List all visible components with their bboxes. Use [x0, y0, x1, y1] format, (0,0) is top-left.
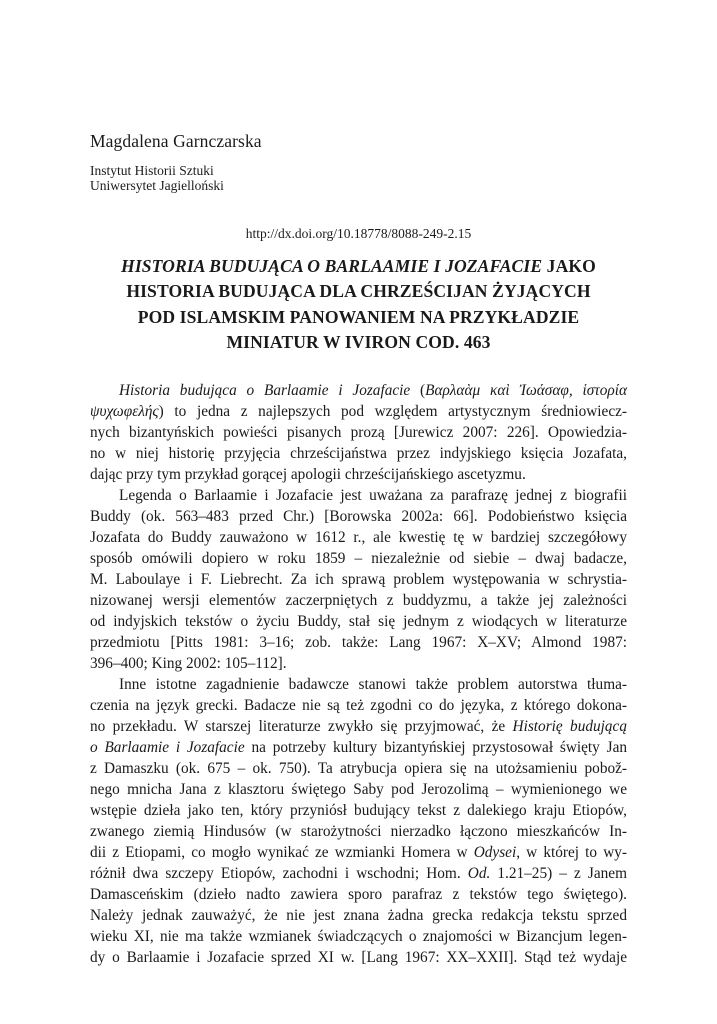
text-run: (	[410, 382, 426, 399]
text-line	[90, 947, 627, 968]
text-run: dy o Barlaamie i Jozafacie sprzed XI w. [Lang 1967: XX–XXII]. Stąd też wydaje	[90, 949, 627, 966]
author-name: Magdalena Garnczarska	[90, 131, 262, 151]
text-line	[90, 485, 627, 506]
text-run: , w której to wy-	[516, 844, 627, 861]
body-paragraph	[90, 674, 627, 968]
text-line	[90, 842, 627, 863]
text-line	[90, 926, 627, 947]
text-run: sposób omówili dopiero w roku 1859 – niezależnie od siebie – dwaj badacze,	[90, 550, 627, 567]
text-run: z Damaszku (ok. 675 – ok. 750). Ta atrybucja opiera się na utożsamieniu pobož-	[90, 760, 627, 777]
title-italic-part: HISTORIA BUDUJĄCA O BARLAAMIE I JOZAFACIE	[121, 256, 543, 276]
text-line	[90, 653, 627, 674]
text-line	[90, 590, 627, 611]
title-line-4: MINIATUR W IVIRON COD. 463	[226, 331, 491, 352]
text-run: na potrzeby kultury bizantyńskiej przystosował święty Jan	[244, 739, 628, 756]
text-line	[90, 758, 627, 779]
text-run: wieku XI, nie ma także wzmianek świadczących o znajomości w Bizancjum legen-	[90, 928, 627, 945]
text-line	[90, 632, 627, 653]
italic-text: Βαρλαὰμ καὶ Ἰωάσαφ, ἱστορία	[425, 382, 628, 399]
text-run: 1.21–25) – z Janem	[490, 865, 627, 882]
text-run: zwanego ziemią Hindusów (w starożytności nierzadko łączono mieszkańców In-	[90, 823, 627, 840]
title-line-3: POD ISLAMSKIM PANOWANIEM NA PRZYKŁADZIE	[137, 306, 580, 327]
text-run: no w niej historię przyjęcia chrześcijaństwa przez indyjskiego księcia Jozafata,	[90, 445, 627, 462]
text-line	[90, 884, 627, 905]
text-run: Należy jednak zauważyć, że nie jest znana żadna grecka redakcja tekstu sprzed	[90, 907, 627, 924]
text-line	[90, 905, 627, 926]
text-line	[90, 401, 627, 422]
italic-text: ψυχωφελής	[90, 403, 159, 420]
title-line-1	[90, 254, 627, 279]
text-line	[90, 674, 627, 695]
text-run: różnił dwa szczepy Etiopów, zachodni i wschodni; Hom.	[90, 865, 468, 882]
italic-text: Od.	[467, 865, 491, 882]
text-line	[90, 800, 627, 821]
title-line-1-rest: JAKO	[542, 256, 596, 276]
text-run: od indyjskich tekstów o życiu Buddy, stał się jednym z wiodących w literaturze	[90, 613, 627, 630]
text-run: Buddy (ok. 563–483 przed Chr.) [Borowska 2002a: 66]. Podobieństwo księcia	[90, 508, 627, 525]
text-line	[90, 527, 627, 548]
text-run: dając przy tym przykład gorącej apologii chrześcijańskiego ascetyzmu.	[90, 466, 526, 483]
italic-text: Historię budującą	[512, 718, 627, 735]
text-run: M. Laboulaye i F. Liebrecht. Za ich sprawą problem występowania w schrystia-	[90, 571, 627, 588]
text-line	[90, 611, 627, 632]
affiliation-institute: Instytut Historii Sztuki	[90, 163, 214, 178]
italic-text: Odysei	[473, 844, 517, 861]
text-run: Damasceńskim (dzieło nadto zawiera sporo parafraz z tekstów tego świętego).	[90, 886, 627, 903]
text-line	[90, 380, 627, 401]
text-run: Jozafata do Buddy zauważono w 1612 r., ale kwestię tę w bardziej szczegółowy	[90, 529, 627, 546]
text-line	[90, 779, 627, 800]
doi-link[interactable]: http://dx.doi.org/10.18778/8088-249-2.15	[245, 226, 472, 241]
text-line	[90, 548, 627, 569]
text-line	[90, 422, 627, 443]
text-run: ) to jedna z najlepszych pod względem artystycznym średniowiecz-	[158, 403, 627, 420]
text-run: nego mnicha Jana z klasztoru świętego Saby pod Jerozolimą – wymienionego we	[90, 781, 627, 798]
text-run: Legenda o Barlaamie i Jozafacie jest uważana za parafrazę jednej z biografii	[119, 487, 627, 504]
text-line	[90, 821, 627, 842]
text-run: wstępie dzieła jako ten, który przyniósł budujący tekst z dalekiego kraju Etiopów,	[90, 802, 627, 819]
italic-text: o Barlaamie i Jozafacie	[90, 739, 245, 756]
text-run: przedmiotu [Pitts 1981: 3–16; zob. także: Lang 1967: X–XV; Almond 1987:	[90, 634, 627, 651]
text-line	[90, 506, 627, 527]
body-paragraph	[90, 380, 627, 485]
text-run: nizowanej wersji elementów zaczerpniętych z buddyzmu, a także jej zależności	[90, 592, 627, 609]
title-line-2: HISTORIA BUDUJĄCA DLA CHRZEŚCIJAN ŻYJĄCYCH	[126, 281, 591, 302]
text-line	[90, 443, 627, 464]
italic-text: Historia budująca o Barlaamie i Jozafacie	[119, 382, 411, 399]
text-line	[90, 716, 627, 737]
text-run: Inne istotne zagadnienie badawcze stanowi także problem autorstwa tłuma-	[119, 676, 627, 693]
affiliation-university: Uniwersytet Jagielloński	[90, 178, 224, 193]
text-run: dii z Etiopami, co mogło wynikać ze wzmianki Homera w	[90, 844, 474, 861]
text-run: no przekładu. W starszej literaturze zwykło się przyjmować, że	[90, 718, 513, 735]
text-line	[90, 464, 627, 485]
text-run: 396–400; King 2002: 105–112].	[90, 655, 287, 672]
text-line	[90, 569, 627, 590]
text-line	[90, 863, 627, 884]
body-paragraph	[90, 485, 627, 674]
text-run: czenia na język grecki. Badacze nie są też zgodni co do języka, z którego dokona-	[90, 697, 627, 714]
text-line	[90, 695, 627, 716]
article-title	[90, 254, 627, 355]
text-line	[90, 737, 627, 758]
text-run: nych bizantyńskich powieści pisanych prozą [Jurewicz 2007: 226]. Opowiedzia-	[90, 424, 627, 441]
article-body	[90, 380, 627, 968]
